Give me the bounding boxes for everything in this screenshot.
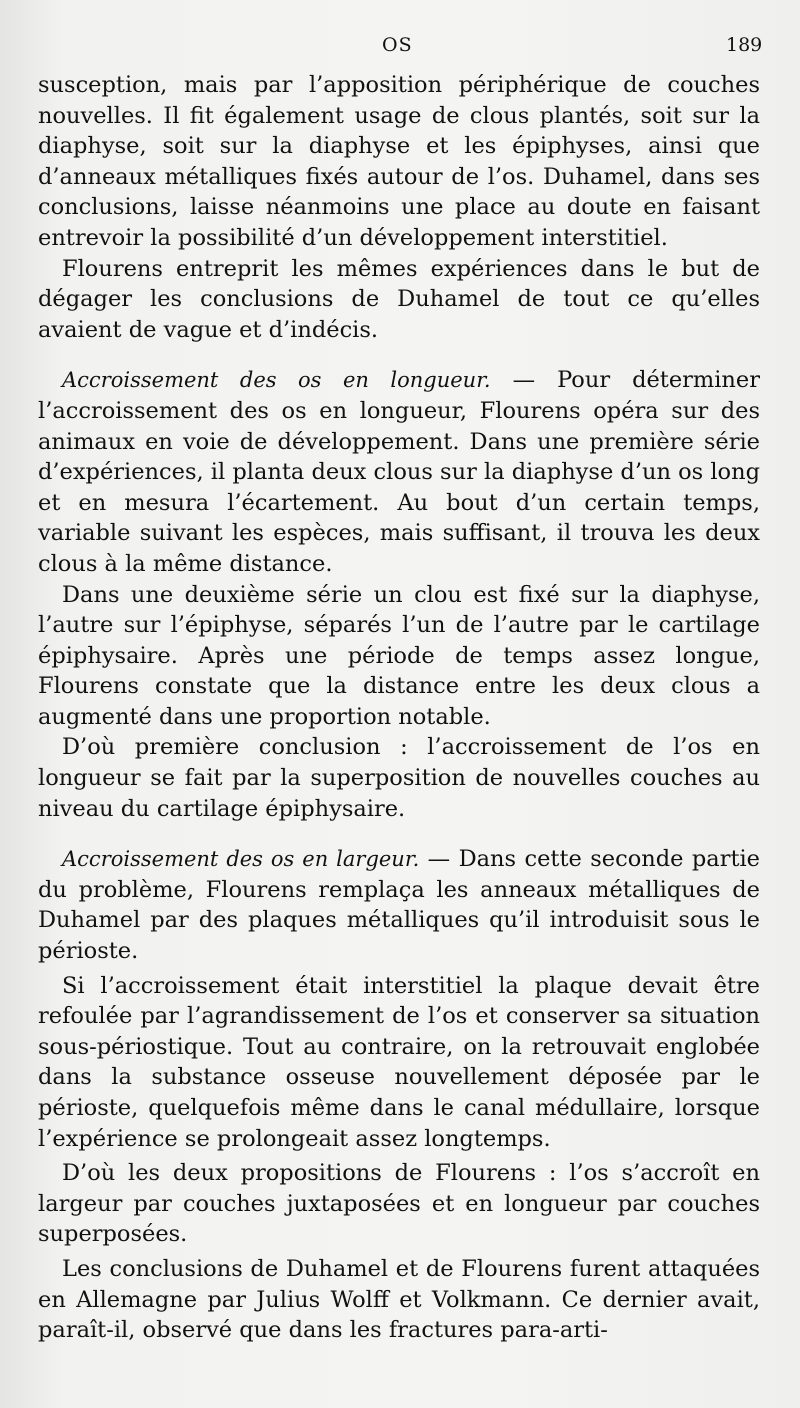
page-number: 189 <box>726 34 763 56</box>
paragraph-2: Flourens entreprit les mêmes expériences dans le but de dégager les conclusions de Duhamel de tout ce qu’elles avaient de vague et d’indécis. <box>38 255 760 343</box>
paragraph-width-section <box>38 844 760 966</box>
paragraph-4: Dans une deuxième série un clou est fixé sur la diaphyse, l’autre sur l’épiphyse, séparés l’un de l’autre par le cartilage épiphysaire. Après une période de temps assez longue, Flourens constate que la distance entre les deux clous a augmenté dans une proportion notable. <box>38 581 760 730</box>
paragraph-9: Les conclusions de Duhamel et de Flourens furent attaquées en Allemagne par Julius Wolff et Volkmann. Ce dernier avait, paraît-il, observé que dans les fractures para-arti- <box>38 1255 760 1344</box>
paragraph-1: susception, mais par l’apposition périphérique de couches nouvelles. Il fit également usage de clous plantés, soit sur la diaphyse, soit sur la diaphyse et les épiphyses, ainsi que d’anneaux métalliques fixés autour de l’os. Duhamel, dans ses conclusions, laisse néanmoins une place au doute en faisant entrevoir la possibilité d’un développement interstitiel. <box>38 72 760 251</box>
running-title: OS <box>382 34 413 56</box>
paragraph-5: D’où première conclusion : l’accroissement de l’os en longueur se fait par la superposition de nouvelles couches au niveau du cartilage épiphysaire. <box>38 734 760 822</box>
section-body-length: — Pour déterminer l’accroissement des os en longueur, Flourens opéra sur des animaux en voie de développement. Dans une première série d’expériences, il planta deux clous sur la diaphyse d’un os long et en mesura l’écartement. Au bout d’un certain temps, variable suivant les espèces, mais suffisant, il trouva les deux clous à la même distance. <box>38 367 760 577</box>
running-head <box>0 34 800 60</box>
section-title-width: Accroissement des os en largeur. <box>62 847 420 872</box>
paragraph-8: D’où les deux propositions de Flourens : l’os s’accroît en largeur par couches juxtaposées et en longueur par couches superposées. <box>38 1160 760 1248</box>
paragraph-length-section <box>38 365 760 579</box>
body-text <box>38 70 760 1346</box>
section-body-width: — Dans cette seconde partie du problème, Flourens remplaça les anneaux métalliques de Duhamel par des plaques métalliques qu’il introduisit sous le périoste. <box>38 846 760 965</box>
paragraph-7: Si l’accroissement était interstitiel la plaque devait être refoulée par l’agrandissement de l’os et conserver sa situation sous-périostique. Tout au contraire, on la retrouvait englobée dans la substance osseuse nouvellement déposée par le périoste, quelquefois même dans le canal médullaire, lorsque l’expérience se prolongeait assez longtemps. <box>38 972 760 1152</box>
section-title-length: Accroissement des os en longueur. <box>62 368 491 393</box>
